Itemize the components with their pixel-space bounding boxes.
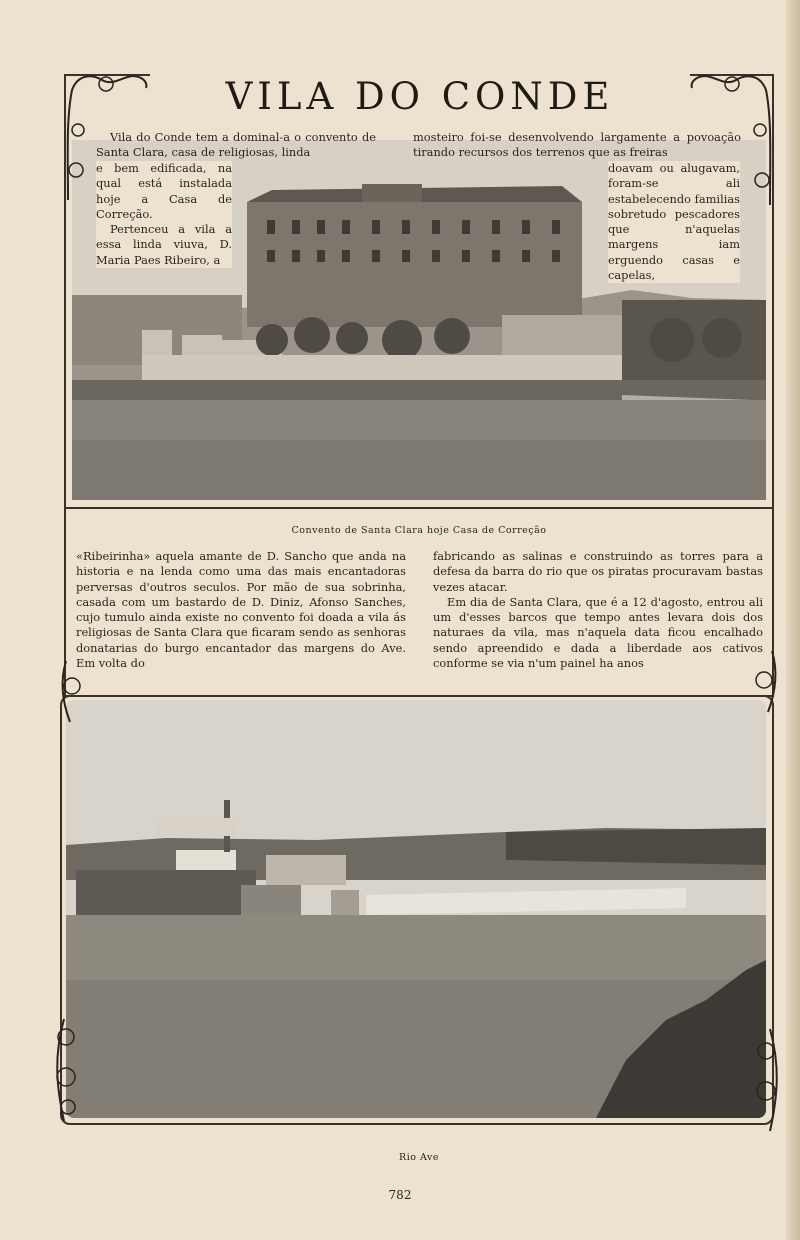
intro-left-lines-narrow: e bem edificada, na qual está instalada hoje a Casa de Correção. bbox=[96, 161, 232, 221]
page-number: 782 bbox=[388, 1188, 412, 1202]
intro-left-lines-full: Vila do Conde tem a dominal-a o convento de Santa Clara, casa de religiosas, linda bbox=[96, 130, 376, 160]
intro-right-lines-full: mosteiro foi-se desenvolvendo largamente a povoação tirando recursos dos terrenos que as freiras bbox=[413, 130, 741, 160]
caption-convent: Convento de Santa Clara hoje Casa de Correção bbox=[291, 525, 547, 536]
side-ornament-icon bbox=[742, 646, 782, 716]
river-photo bbox=[66, 700, 766, 1118]
corner-ornament-icon bbox=[744, 1025, 784, 1135]
middle-right-p1: fabricando as salinas e construindo as torres para a defesa da barra do rio que os piratas procuravam bastas vezes atacar. bbox=[433, 549, 763, 594]
page-edge bbox=[786, 0, 800, 1240]
middle-left-text: «Ribeirinha» aquela amante de D. Sancho que anda na historia e na lenda como uma das mais encantadoras perversas d'outros seculos. Por mão de sua sobrinha, casada com um bastardo de D. Diniz, Afonso Sanches, cujo tumulo ainda existe no convento foi doada a vila ás religiosas de Santa Clara que ficaram sendo as senhoras donatarias do burgo encantador das margens do Ave. Em volta do bbox=[76, 549, 406, 671]
side-ornament-icon bbox=[56, 656, 96, 726]
page-title: VILA DO CONDE bbox=[150, 74, 690, 124]
middle-right-p2: Em dia de Santa Clara, que é a 12 d'agosto, entrou ali um d'esses barcos que tempo antes levara dois dos naturaes da vila, mas n'aquela data ficou encalhado sendo apreendido e dada a liberdade aos cativos conforme se via n'um painel ha anos bbox=[433, 594, 763, 671]
corner-ornament-icon bbox=[62, 70, 152, 205]
middle-left-column bbox=[76, 549, 406, 671]
intro-right-lines-narrow: doavam ou alugavam, foram-se ali estabelecendo familias sobretudo pescadores que n'aquelas margens iam erguendo casas e capelas, bbox=[608, 161, 740, 283]
middle-right-column bbox=[433, 549, 763, 671]
corner-ornament-icon bbox=[50, 1015, 90, 1125]
corner-ornament-icon bbox=[686, 70, 776, 210]
caption-rio-ave: Rio Ave bbox=[399, 1152, 439, 1163]
intro-left-p2: Pertenceu a vila a essa linda viuva, D. Maria Paes Ribeiro, a bbox=[96, 222, 232, 267]
